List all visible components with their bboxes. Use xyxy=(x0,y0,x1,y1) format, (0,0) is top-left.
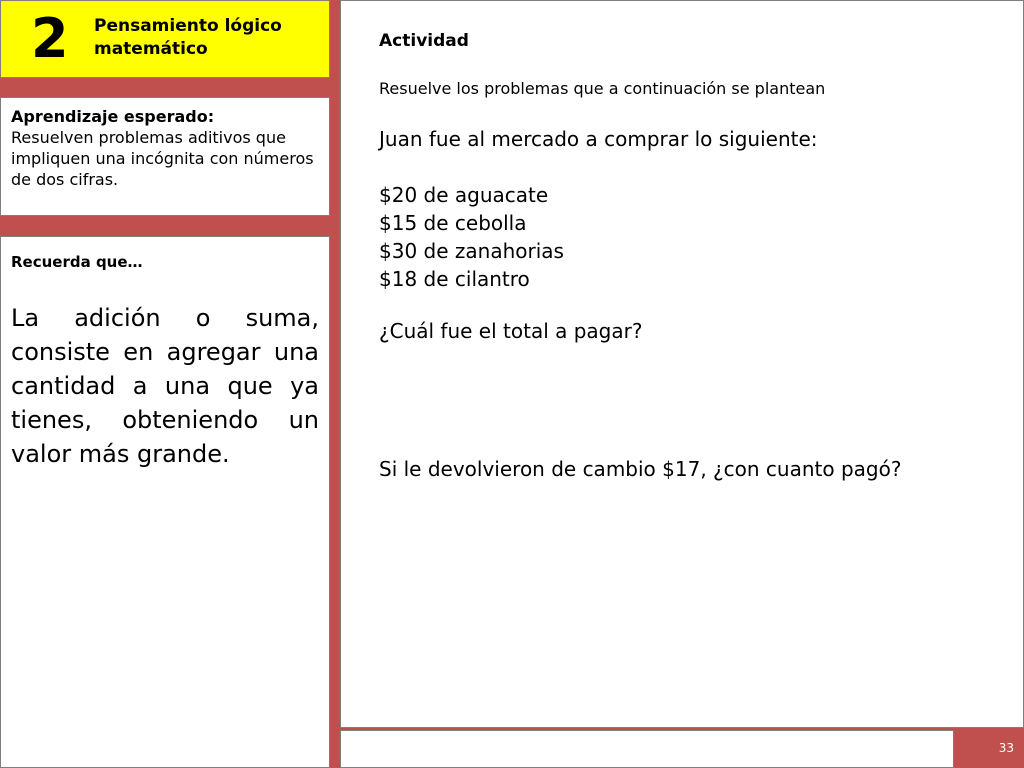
expected-learning-box xyxy=(0,97,330,216)
header-box xyxy=(0,0,330,78)
list-item: $30 de zanahorias xyxy=(379,239,564,263)
remember-box xyxy=(0,236,330,768)
expected-learning-text: Resuelven problemas aditivos que impliquen una incógnita con números de dos cifras. xyxy=(11,128,314,189)
footer-bar xyxy=(340,730,954,768)
unit-number: 2 xyxy=(31,7,69,70)
activity-instruction: Resuelve los problemas que a continuación se plantean xyxy=(379,79,826,98)
page-number: 33 xyxy=(998,741,1014,755)
question-total: ¿Cuál fue el total a pagar? xyxy=(379,319,643,343)
remember-text: La adición o suma, consiste en agregar una cantidad a una que ya tienes, obteniendo un valor más grande. xyxy=(11,304,319,468)
activity-box xyxy=(340,0,1024,728)
list-item: $20 de aguacate xyxy=(379,183,549,207)
expected-learning-heading: Aprendizaje esperado: xyxy=(11,107,215,126)
problem-intro: Juan fue al mercado a comprar lo siguiente: xyxy=(379,127,818,151)
activity-heading: Actividad xyxy=(379,31,469,51)
list-item: $18 de cilantro xyxy=(379,267,530,291)
shopping-list xyxy=(379,181,564,293)
list-item: $15 de cebolla xyxy=(379,211,527,235)
remember-heading: Recuerda que… xyxy=(11,253,143,271)
question-payment: Si le devolvieron de cambio $17, ¿con cuanto pagó? xyxy=(379,457,902,481)
unit-title: Pensamiento lógico matemático xyxy=(94,16,282,59)
